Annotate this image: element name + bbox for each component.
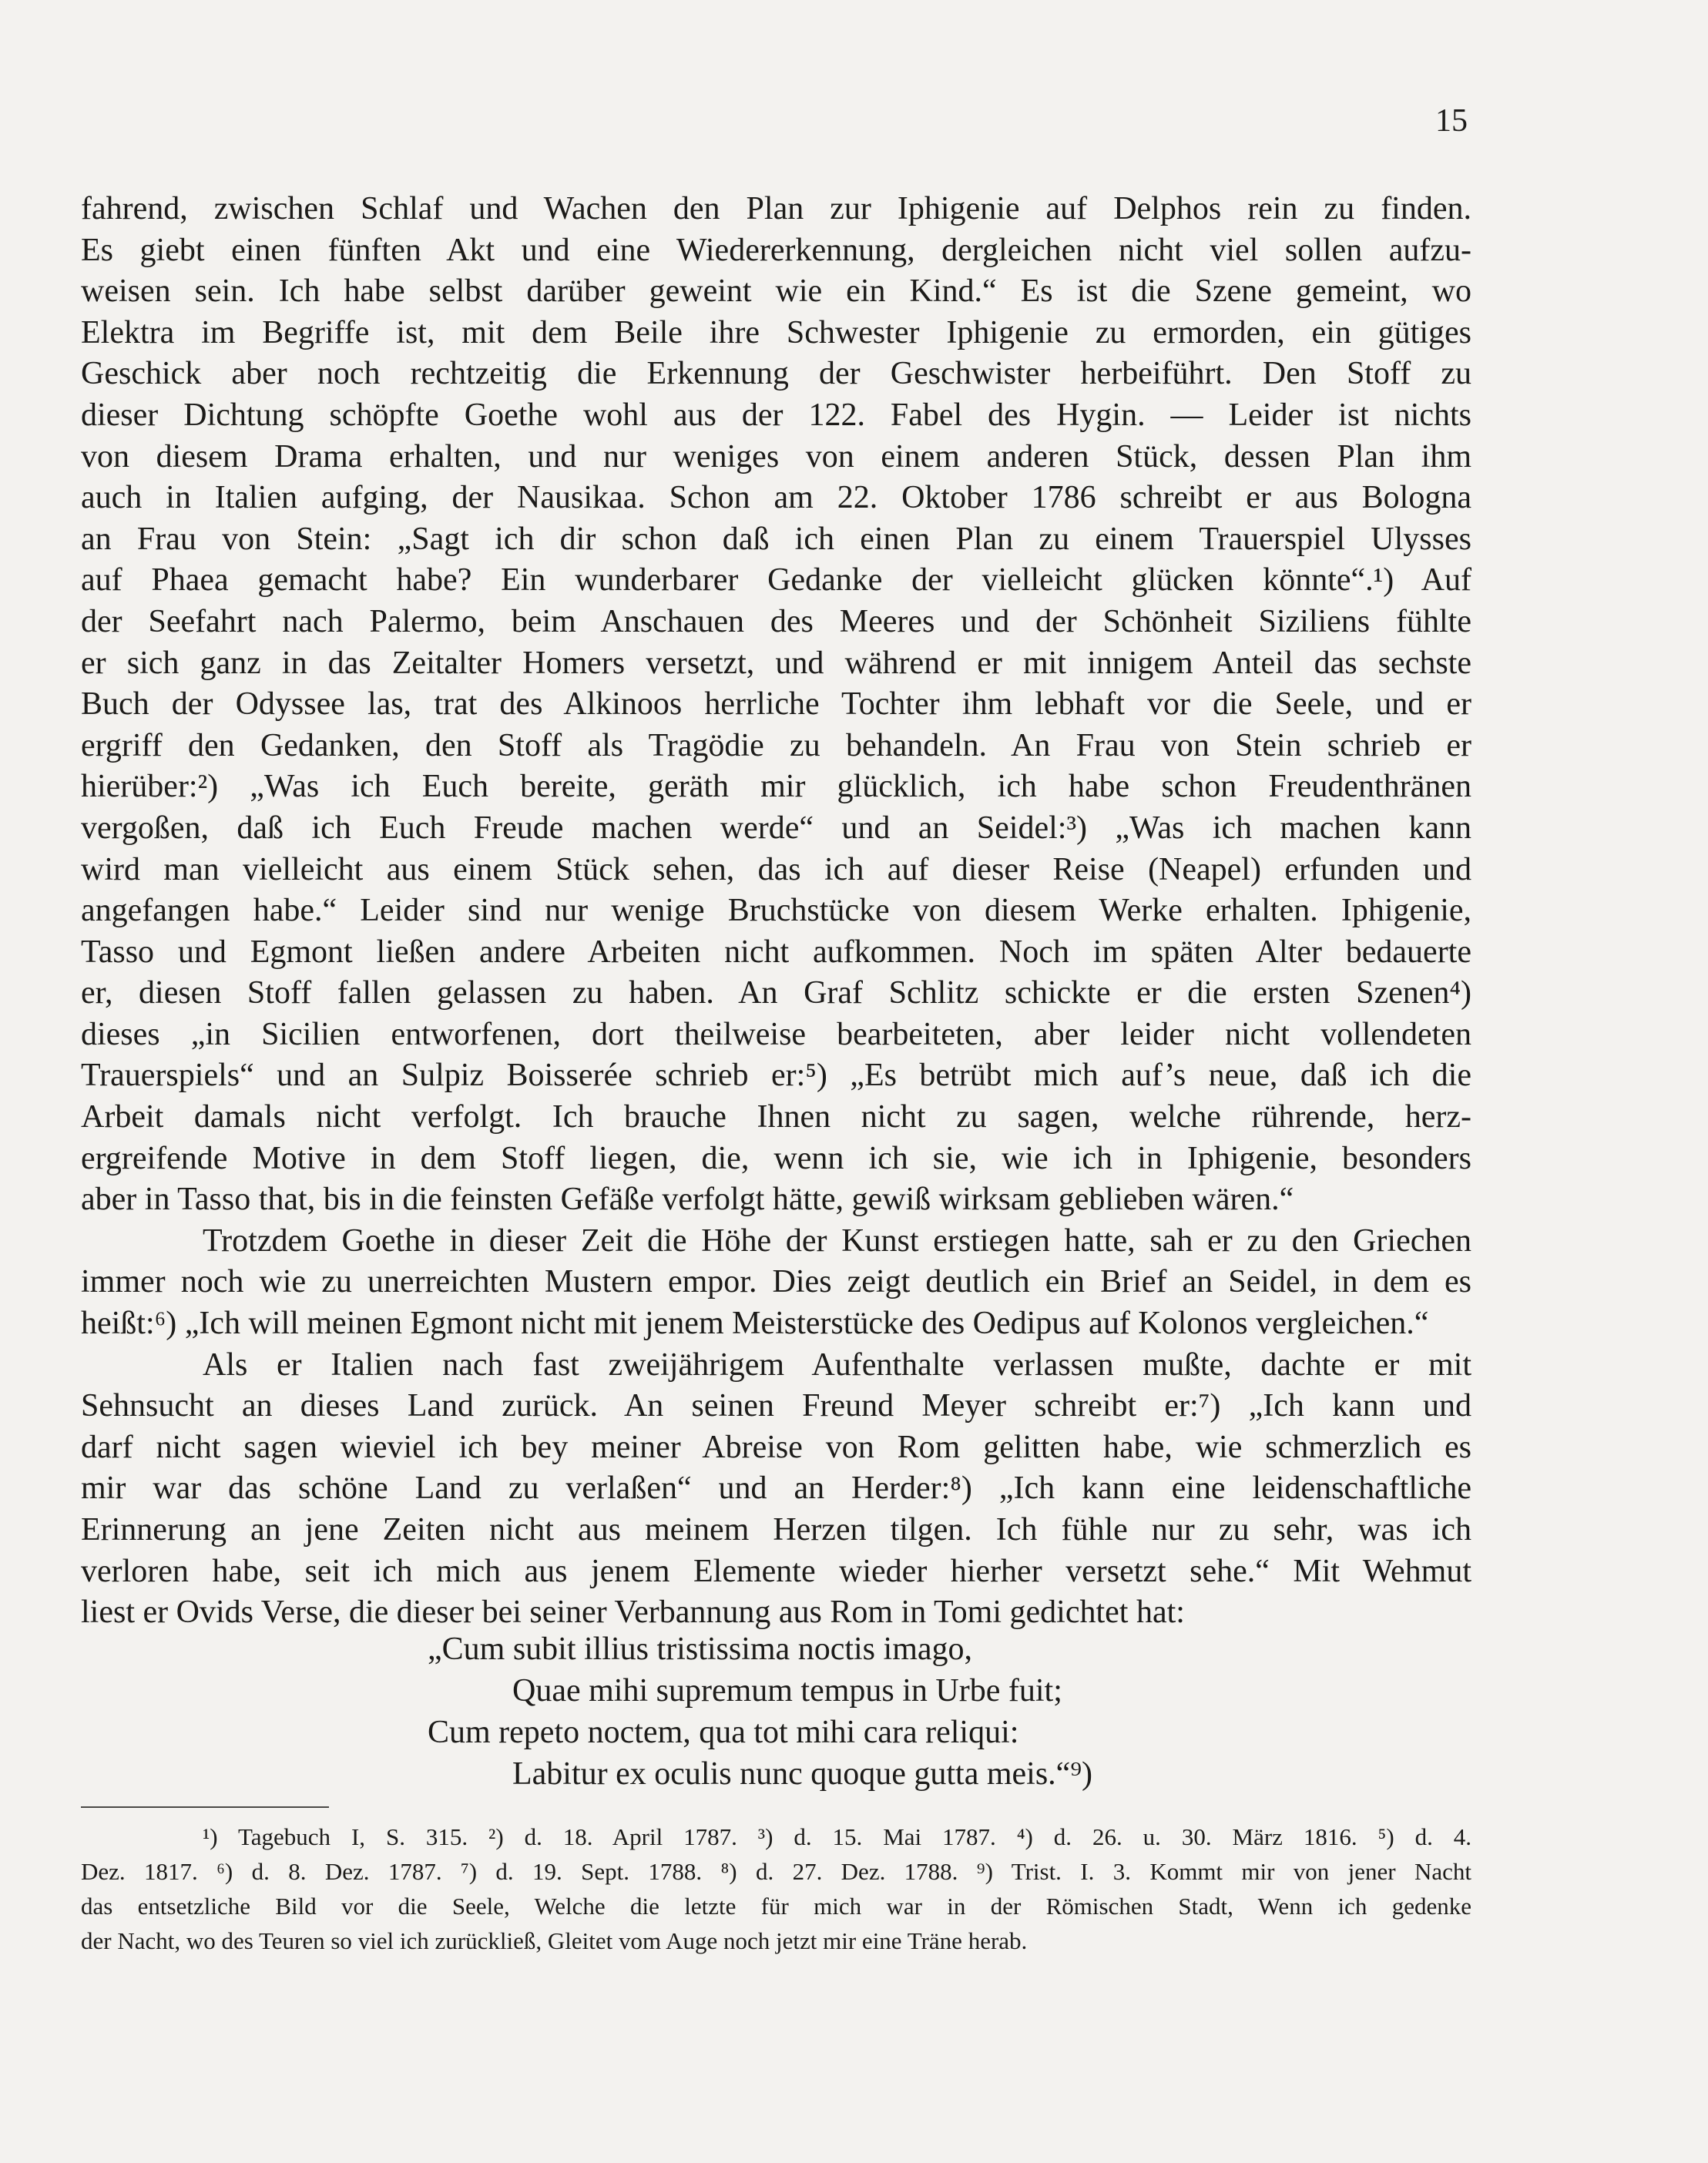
- text-line: Trauerspiels“ und an Sulpiz Boisserée schrieb er:⁵) „Es betrübt mich auf’s neue, daß ich die: [81, 1058, 1471, 1094]
- text-line: immer noch wie zu unerreichten Mustern empor. Dies zeigt deutlich ein Brief an Seidel, in dem es: [81, 1264, 1471, 1300]
- verse-quote: [428, 1628, 1275, 1795]
- footnote-line: Dez. 1817. ⁶) d. 8. Dez. 1787. ⁷) d. 19. Sept. 1788. ⁸) d. 27. Dez. 1788. ⁹) Trist. I. 3. Kommt mir von jener Nacht: [81, 1858, 1471, 1885]
- paragraph-start-line: Trotzdem Goethe in dieser Zeit die Höhe der Kunst erstiegen hatte, sah er zu den Griechen: [203, 1222, 1471, 1259]
- text-line: von diesem Drama erhalten, und nur weniges von einem anderen Stück, dessen Plan ihm: [81, 438, 1471, 475]
- text-line: Erinnerung an jene Zeiten nicht aus meinem Herzen tilgen. Ich fühle nur zu sehr, was ich: [81, 1512, 1471, 1548]
- text-line: dieser Dichtung schöpfte Goethe wohl aus der 122. Fabel des Hygin. — Leider ist nichts: [81, 397, 1471, 433]
- verse-line: „Cum subit illius tristissima noctis imago,: [428, 1631, 973, 1667]
- footnotes: [81, 1819, 1471, 1958]
- text-line: Tasso und Egmont ließen andere Arbeiten nicht aufkommen. Noch im späten Alter bedauerte: [81, 934, 1471, 970]
- text-line: hierüber:²) „Was ich Euch bereite, geräth mir glücklich, ich habe schon Freudenthränen: [81, 769, 1471, 805]
- text-line: an Frau von Stein: „Sagt ich dir schon daß ich einen Plan zu einem Trauerspiel Ulysses: [81, 521, 1471, 557]
- paragraph-start-line: Als er Italien nach fast zweijährigem Aufenthalte verlassen mußte, dachte er mit: [203, 1346, 1471, 1383]
- text-line: er sich ganz in das Zeitalter Homers versetzt, und während er mit innigem Anteil das sechste: [81, 645, 1471, 681]
- text-line: fahrend, zwischen Schlaf und Wachen den Plan zur Iphigenie auf Delphos rein zu finden.: [81, 191, 1471, 226]
- verse-line: Cum repeto noctem, qua tot mihi cara reliqui:: [428, 1715, 1019, 1750]
- text-line: weisen sein. Ich habe selbst darüber geweint wie ein Kind.“ Es ist die Szene gemeint, wo: [81, 273, 1471, 310]
- text-line: Buch der Odyssee las, trat des Alkinoos herrliche Tochter ihm lebhaft vor die Seele, und er: [81, 686, 1471, 723]
- text-line: mir war das schöne Land zu verlaßen“ und an Herder:⁸) „Ich kann eine leidenschaftliche: [81, 1471, 1471, 1507]
- text-line: dieses „in Sicilien entworfenen, dort theilweise bearbeiteten, aber leider nicht vollendeten: [81, 1016, 1471, 1052]
- text-line: darf nicht sagen wieviel ich bey meiner Abreise von Rom gelitten habe, wie schmerzlich es: [81, 1429, 1471, 1465]
- text-line: aber in Tasso that, bis in die feinsten Gefäße verfolgt hätte, gewiß wirksam geblieben wären.“: [81, 1182, 1294, 1218]
- text-line: Elektra im Begriffe ist, mit dem Beile ihre Schwester Iphigenie zu ermorden, ein gütiges: [81, 314, 1471, 350]
- text-line: ergriff den Gedanken, den Stoff als Tragödie zu behandeln. An Frau von Stein schrieb er: [81, 727, 1471, 763]
- text-line: angefangen habe.“ Leider sind nur wenige Bruchstücke von diesem Werke erhalten. Iphigenie,: [81, 893, 1471, 929]
- verse-line: Quae mihi supremum tempus in Urbe fuit;: [512, 1673, 1062, 1709]
- text-line: liest er Ovids Verse, die dieser bei seiner Verbannung aus Rom in Tomi gedichtet hat:: [81, 1595, 1185, 1631]
- footnote-separator: [81, 1806, 329, 1808]
- page-number: 15: [1435, 103, 1468, 139]
- main-text: [81, 189, 1471, 1634]
- footnote-line: der Nacht, wo des Teuren so viel ich zurückließ, Gleitet vom Auge noch jetzt mir eine Träne herab.: [81, 1927, 1028, 1954]
- text-line: ergreifende Motive in dem Stoff liegen, die, wenn ich sie, wie ich in Iphigenie, besonders: [81, 1140, 1471, 1176]
- text-line: heißt:⁶) „Ich will meinen Egmont nicht mit jenem Meisterstücke des Oedipus auf Kolonos vergleichen.“: [81, 1306, 1429, 1342]
- text-line: vergoßen, daß ich Euch Freude machen werde“ und an Seidel:³) „Was ich machen kann: [81, 810, 1471, 846]
- text-line: der Seefahrt nach Palermo, beim Anschauen des Meeres und der Schönheit Siziliens fühlte: [81, 603, 1471, 639]
- text-line: er, diesen Stoff fallen gelassen zu haben. An Graf Schlitz schickte er die ersten Szenen⁴): [81, 975, 1471, 1011]
- text-line: wird man vielleicht aus einem Stück sehen, das ich auf dieser Reise (Neapel) erfunden und: [81, 851, 1471, 887]
- verse-line: Labitur ex oculis nunc quoque gutta meis.“⁹): [512, 1756, 1092, 1792]
- text-line: auf Phaea gemacht habe? Ein wunderbarer Gedanke der vielleicht glücken könnte“.¹) Auf: [81, 562, 1471, 599]
- text-line: Arbeit damals nicht verfolgt. Ich brauche Ihnen nicht zu sagen, welche rührende, herz-: [81, 1099, 1471, 1135]
- footnote-line: das entsetzliche Bild vor die Seele, Welche die letzte für mich war in der Römischen Stadt, Wenn ich gedenke: [81, 1893, 1471, 1920]
- text-line: Geschick aber noch rechtzeitig die Erkennung der Geschwister herbeiführt. Den Stoff zu: [81, 356, 1471, 392]
- text-line: verloren habe, seit ich mich aus jenem Elemente wieder hierher versetzt sehe.“ Mit Wehmut: [81, 1553, 1471, 1589]
- footnote-line: ¹) Tagebuch I, S. 315. ²) d. 18. April 1787. ³) d. 15. Mai 1787. ⁴) d. 26. u. 30. März 1816. ⁵) d. 4.: [203, 1823, 1471, 1850]
- text-line: Es giebt einen fünften Akt und eine Wiedererkennung, dergleichen nicht viel sollen aufzu-: [81, 232, 1471, 268]
- text-line: Sehnsucht an dieses Land zurück. An seinen Freund Meyer schreibt er:⁷) „Ich kann und: [81, 1388, 1471, 1424]
- text-line: auch in Italien aufging, der Nausikaa. Schon am 22. Oktober 1786 schreibt er aus Bologna: [81, 480, 1471, 516]
